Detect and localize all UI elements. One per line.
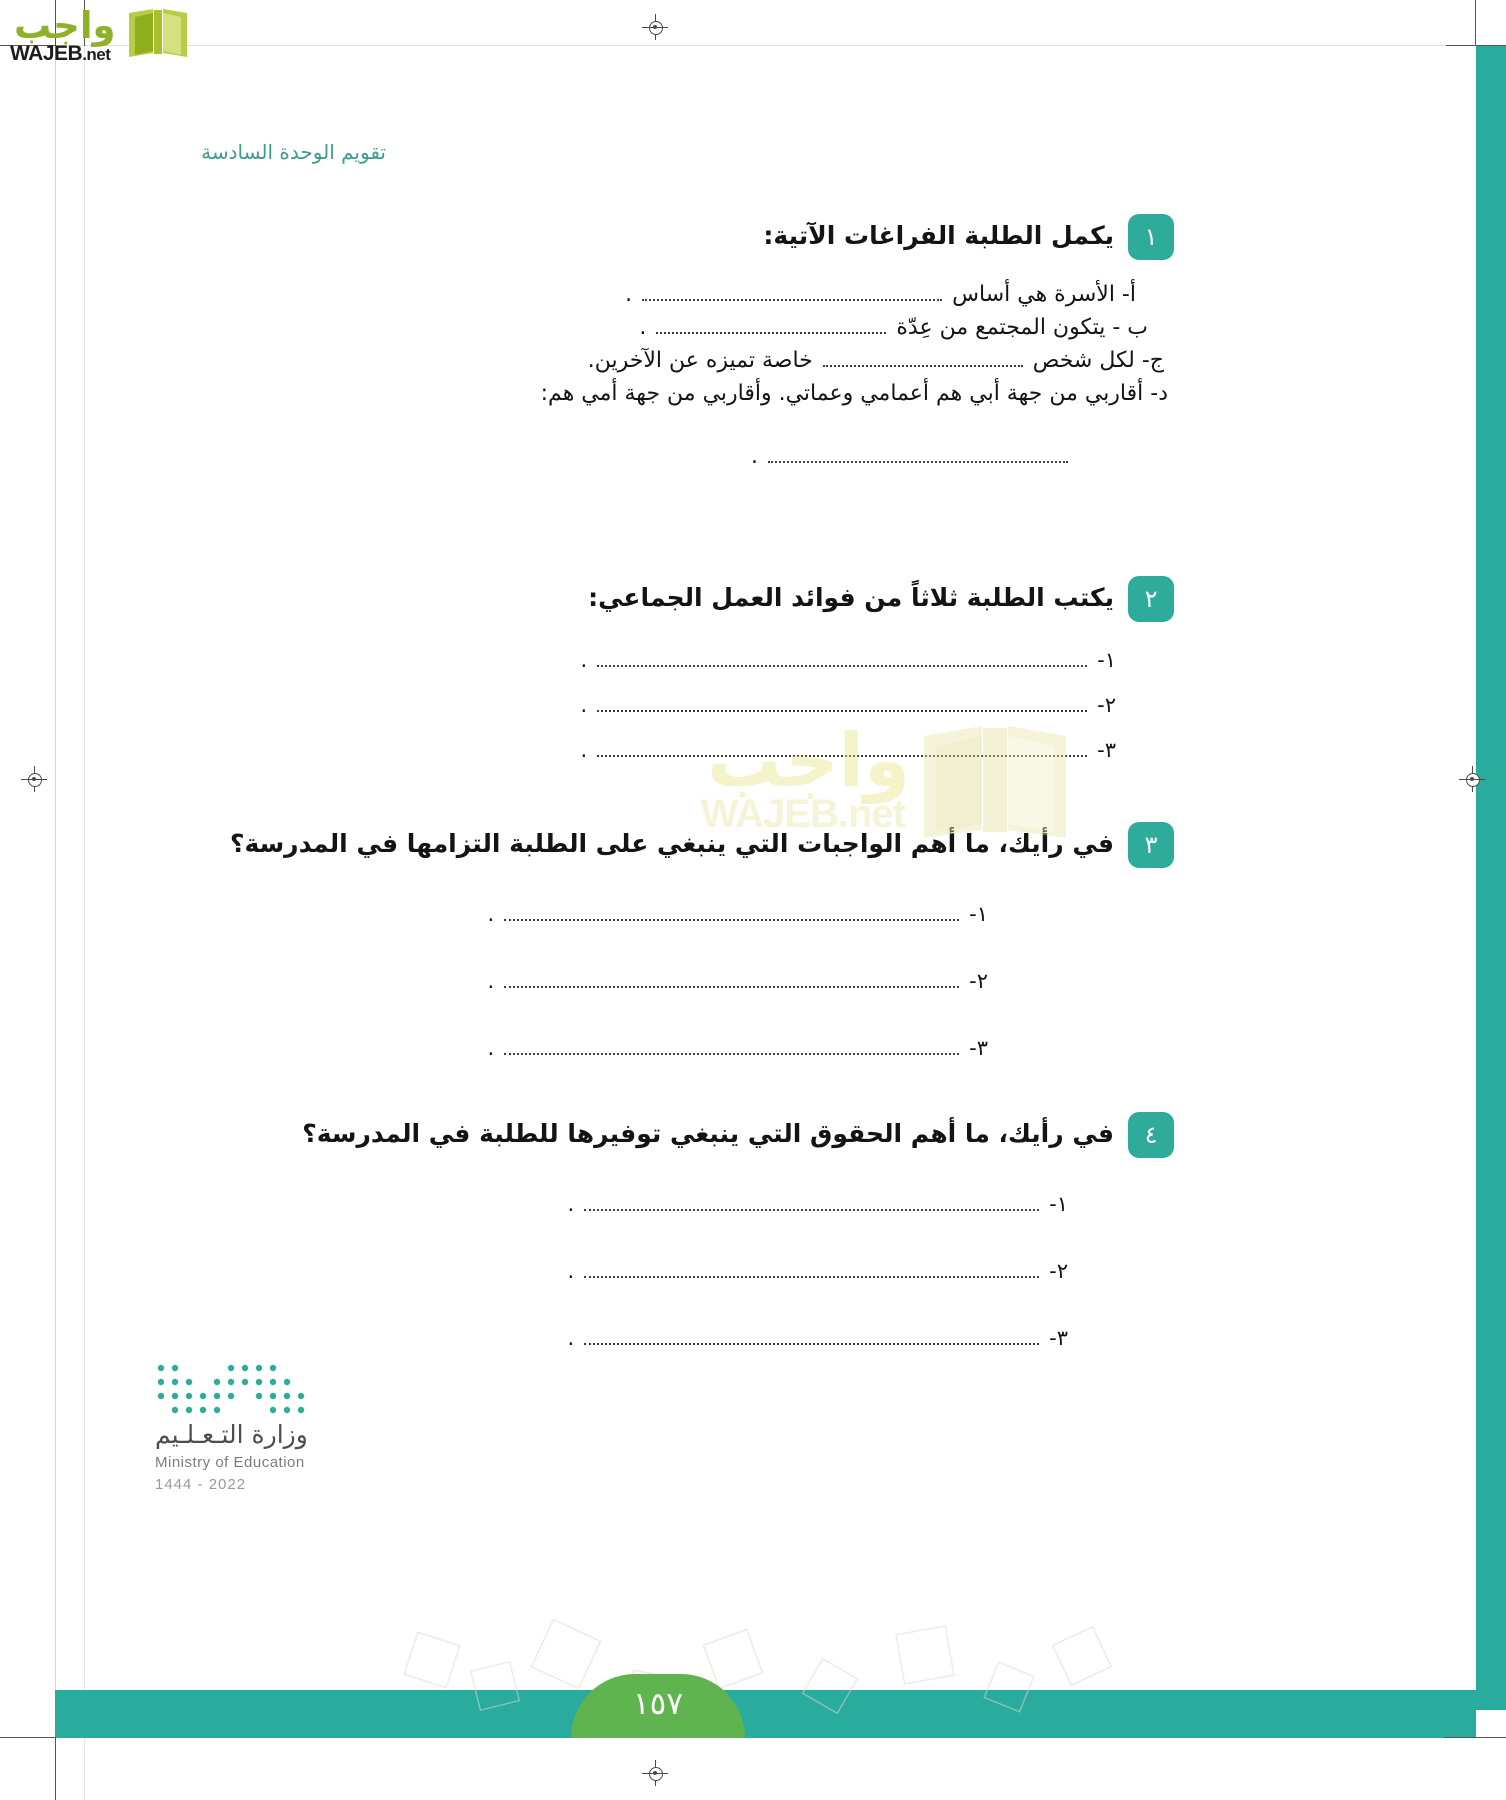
answer-line-1-label: ١-: [1097, 648, 1116, 672]
watermark-tld: .net: [837, 792, 905, 836]
question-2-header: [560, 576, 1174, 622]
question-3-header: [200, 822, 1174, 868]
answer-line-1-period: .: [567, 1192, 575, 1216]
item-d-period: .: [751, 444, 758, 469]
watermark-arabic: واجب: [706, 718, 910, 804]
question-2-answer-line-1: [560, 648, 1174, 675]
answer-line-3-blank[interactable]: [584, 1343, 1039, 1345]
answer-line-3-blank[interactable]: [504, 1053, 959, 1055]
right-teal-bar: [1476, 45, 1506, 1710]
answer-line-2-blank[interactable]: [504, 986, 959, 988]
registration-mark-right: [1459, 766, 1485, 792]
item-b-period: .: [639, 315, 647, 340]
answer-line-2-label: ٢-: [1097, 693, 1116, 717]
geometric-decoration: [380, 1618, 1140, 1738]
answer-line-2-label: ٢-: [969, 969, 988, 993]
registration-mark-top: [642, 14, 668, 40]
answer-line-3-period: .: [567, 1326, 575, 1350]
question-3-answer-line-2: [200, 969, 1174, 996]
registration-mark-bottom: [642, 1760, 668, 1786]
answer-line-1-blank[interactable]: [504, 919, 959, 921]
page-top-rule: [0, 45, 1506, 46]
answer-line-2-period: .: [487, 969, 495, 993]
answer-line-1-blank[interactable]: [584, 1209, 1039, 1211]
page-title: تقويم الوحدة السادسة: [201, 140, 386, 164]
answer-line-1-period: .: [487, 902, 495, 926]
answer-line-2-label: ٢-: [1049, 1259, 1068, 1283]
question-2-prompt: يكتب الطلبة ثلاثاً من فوائد العمل الجماعي:: [588, 583, 1114, 612]
answer-line-3-label: ٣-: [969, 1036, 988, 1060]
answer-line-3-period: .: [580, 738, 588, 762]
question-3-answer-line-3: [200, 1036, 1174, 1063]
question-block-3: [200, 822, 1174, 1063]
question-block-4: [280, 1112, 1174, 1353]
page-left-rule-secondary: [84, 0, 85, 1800]
wajeb-tld: .net: [82, 45, 111, 64]
crop-tick-left-bottom: [0, 1737, 56, 1738]
answer-line-1-label: ١-: [1049, 1192, 1068, 1216]
item-a-period: .: [625, 282, 633, 307]
answer-line-3-blank[interactable]: [597, 755, 1087, 757]
question-number-badge-1: ١: [1128, 214, 1174, 260]
question-4-prompt: في رأيك، ما أهم الحقوق التي ينبغي توفيرها للطلبة في المدرسة؟: [302, 1119, 1114, 1148]
answer-line-2-blank[interactable]: [597, 710, 1087, 712]
question-4-answer-line-3: [280, 1326, 1174, 1353]
wajeb-logo[interactable]: [10, 4, 190, 65]
page-number: ١٥٧: [633, 1686, 683, 1722]
wajeb-latin-word: WAJEB: [10, 42, 83, 65]
question-4-answer-line-2: [280, 1259, 1174, 1286]
ministry-year: 2022 - 1444: [155, 1476, 247, 1493]
question-block-2: [560, 576, 1174, 765]
question-number-badge-3: ٣: [1128, 822, 1174, 868]
item-a-blank[interactable]: [642, 299, 942, 301]
watermark-latin-word: WAJEB: [700, 792, 838, 836]
question-number-badge-2: ٢: [1128, 576, 1174, 622]
item-b-label: ب - يتكون المجتمع من عِدّة: [896, 315, 1148, 340]
crop-tick-right-bottom: [1444, 1737, 1506, 1738]
question-1-item-d-blank-row: [332, 444, 1168, 471]
question-3-answer-line-1: [200, 902, 1174, 929]
question-2-answer-line-2: [560, 693, 1174, 720]
crop-tick-right-top: [1446, 45, 1506, 46]
question-1-item-b: [332, 315, 1168, 342]
answer-line-1-blank[interactable]: [597, 665, 1087, 667]
item-c-label: ج- لكل شخص: [1032, 348, 1164, 373]
item-b-blank[interactable]: [656, 332, 886, 334]
answer-line-3-period: .: [487, 1036, 495, 1060]
ministry-of-education-logo: [155, 1358, 425, 1493]
item-d-label: د- أقاربي من جهة أبي هم أعمامي وعماتي. وأقاربي من جهة أمي هم:: [540, 381, 1168, 406]
wajeb-latin-text: [10, 42, 110, 66]
question-4-answer-line-1: [280, 1192, 1174, 1219]
ministry-name-arabic: وزارة التـعـلـيم: [155, 1420, 308, 1449]
item-c-tail: خاصة تميزه عن الآخرين.: [587, 348, 813, 373]
item-d-blank[interactable]: [768, 461, 1068, 463]
question-number-badge-4: ٤: [1128, 1112, 1174, 1158]
registration-mark-left: [21, 766, 47, 792]
answer-line-1-period: .: [580, 648, 588, 672]
question-1-item-d: [332, 381, 1168, 406]
answer-line-2-blank[interactable]: [584, 1276, 1039, 1278]
page-left-rule: [55, 0, 56, 1800]
question-4-header: [280, 1112, 1174, 1158]
answer-line-1-label: ١-: [969, 902, 988, 926]
question-1-prompt: يكمل الطلبة الفراغات الآتية:: [763, 221, 1114, 250]
question-block-1: [332, 214, 1174, 477]
question-3-prompt: في رأيك، ما أهم الواجبات التي ينبغي على الطلبة التزامها في المدرسة؟: [229, 829, 1114, 858]
question-1-item-c: [332, 348, 1168, 375]
answer-line-3-label: ٣-: [1097, 738, 1116, 762]
answer-line-2-period: .: [580, 693, 588, 717]
open-book-icon: [127, 7, 189, 59]
answer-line-2-period: .: [567, 1259, 575, 1283]
item-c-blank[interactable]: [823, 365, 1023, 367]
crop-tick-bottom-left: [55, 1738, 56, 1800]
answer-line-3-label: ٣-: [1049, 1326, 1068, 1350]
question-2-answer-line-3: [560, 738, 1174, 765]
question-1-item-a: [332, 282, 1168, 309]
ministry-dots-icon: [155, 1358, 315, 1420]
ministry-name-english: Ministry of Education: [155, 1454, 305, 1471]
wajeb-arabic-text: واجب: [14, 4, 116, 47]
question-1-header: [332, 214, 1174, 260]
item-a-label: أ- الأسرة هي أساس: [952, 282, 1136, 307]
crop-tick-top-right: [1475, 0, 1476, 46]
